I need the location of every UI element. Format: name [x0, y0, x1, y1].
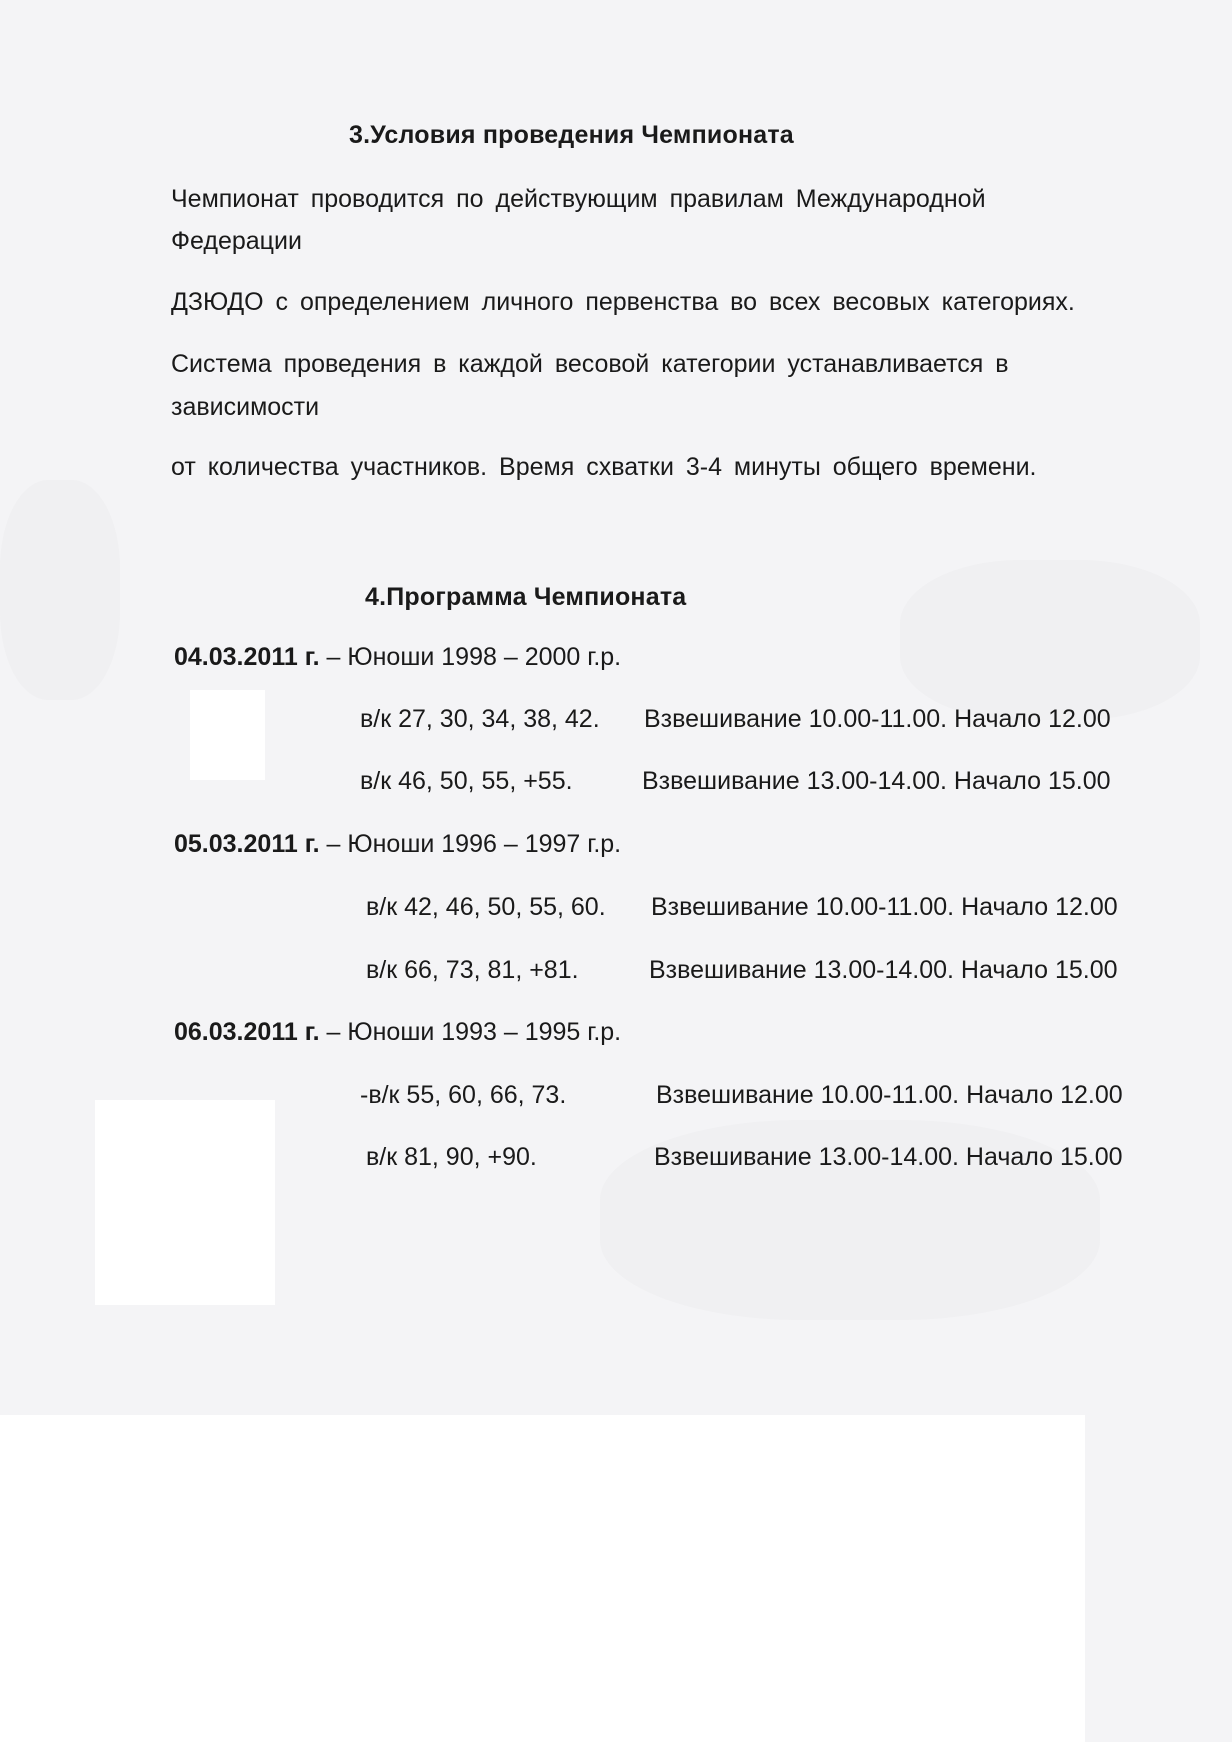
paper-texture: [0, 480, 120, 700]
redaction-patch: [0, 1415, 1085, 1742]
paragraph-line: от количества участников. Время схватки 3-4 минуты общего времени.: [171, 453, 1037, 481]
session-weights: в/к 81, 90, +90.: [366, 1143, 537, 1171]
session-schedule: Взвешивание 13.00-14.00. Начало 15.00: [649, 956, 1118, 984]
session-schedule: Взвешивание 13.00-14.00. Начало 15.00: [654, 1143, 1123, 1171]
day-group: – Юноши 1993 – 1995 г.р.: [326, 1018, 622, 1046]
paragraph-line: Федерации: [171, 227, 302, 255]
paragraph-line: Чемпионат проводится по действующим правилам Международной: [171, 185, 986, 213]
session-weights: в/к 27, 30, 34, 38, 42.: [360, 705, 600, 733]
program-day: [174, 1018, 621, 1047]
paragraph-line: ДЗЮДО с определением личного первенства во всех весовых категориях.: [171, 288, 1075, 316]
program-day: [174, 830, 621, 859]
day-group: – Юноши 1998 – 2000 г.р.: [326, 643, 622, 671]
paragraph-line: зависимости: [171, 393, 320, 421]
redaction-patch: [190, 690, 265, 780]
session-weights: -в/к 55, 60, 66, 73.: [360, 1081, 567, 1109]
day-date: 04.03.2011 г.: [174, 643, 320, 671]
session-weights: в/к 66, 73, 81, +81.: [366, 956, 579, 984]
session-schedule: Взвешивание 10.00-11.00. Начало 12.00: [644, 705, 1111, 733]
program-day: [174, 643, 621, 672]
day-date: 06.03.2011 г.: [174, 1018, 320, 1046]
session-schedule: Взвешивание 10.00-11.00. Начало 12.00: [656, 1081, 1123, 1109]
day-group: – Юноши 1996 – 1997 г.р.: [326, 830, 622, 858]
paragraph-line: Система проведения в каждой весовой категории устанавливается в: [171, 350, 1009, 378]
redaction-patch: [95, 1100, 275, 1305]
day-date: 05.03.2011 г.: [174, 830, 320, 858]
session-schedule: Взвешивание 10.00-11.00. Начало 12.00: [651, 893, 1118, 921]
paper-texture: [900, 560, 1200, 720]
session-schedule: Взвешивание 13.00-14.00. Начало 15.00: [642, 767, 1111, 795]
section-4-heading: 4.Программа Чемпионата: [365, 583, 687, 611]
session-weights: в/к 46, 50, 55, +55.: [360, 767, 573, 795]
session-weights: в/к 42, 46, 50, 55, 60.: [366, 893, 606, 921]
section-3-heading: 3.Условия проведения Чемпионата: [349, 121, 794, 149]
